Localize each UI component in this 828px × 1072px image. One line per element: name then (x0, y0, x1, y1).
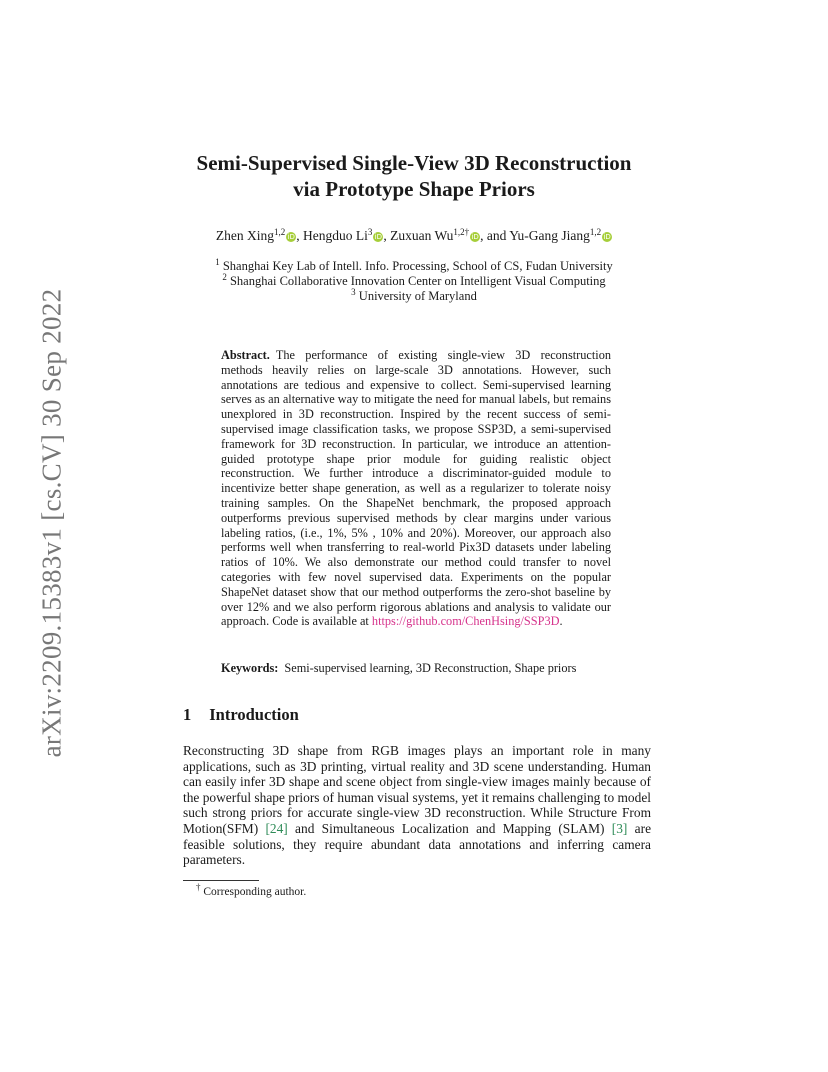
affiliation-mark: 3 (351, 287, 356, 297)
intro-text: are feasible solutions, they require abundant data annotations and inferring camera parameters. (183, 820, 652, 868)
author-affiliation-mark: 1,2 (589, 227, 602, 237)
abstract-end: . (559, 614, 563, 629)
section-number: 1 (183, 705, 192, 724)
orcid-icon[interactable]: iD (603, 233, 611, 241)
affiliation-text: Shanghai Key Lab of Intell. Info. Processing, School of CS, Fudan University (219, 259, 613, 273)
keywords-text: Semi-supervised learning, 3D Reconstruction, Shape priors (284, 661, 577, 675)
intro-text: Reconstructing 3D shape from RGB images plays an important role in many applications, such as 3D printing, virtual reality and 3D scene understanding. Human can easily infer 3D shape and scene object from single-view images mainly because of the powerful shape priors of human visual systems, yet it remains challenging to model such strong priors for accurate single-view 3D reconstruction. While Structure From Motion(SFM) (183, 743, 651, 836)
affiliation-list (0, 259, 828, 304)
keywords-label: Keywords: (221, 661, 279, 675)
arxiv-identifier: arXiv:2209.15383v1 [cs.CV] 30 Sep 2022 (36, 288, 67, 758)
author-name: Hengduo Li (302, 228, 368, 243)
author-separator: , and (480, 228, 510, 243)
author-name: Zuxuan Wu (390, 228, 454, 243)
intro-text: and Simultaneous Localization and Mapping (SLAM) (287, 820, 612, 836)
section-heading (183, 705, 299, 725)
orcid-icon[interactable]: iD (471, 233, 479, 241)
affiliation-mark: 2 (222, 272, 227, 282)
author-affiliation-mark: 1,2 (273, 227, 286, 237)
author-affiliation-mark: 3 (367, 227, 373, 237)
footnote-mark: † (196, 882, 201, 892)
footnote-divider (183, 880, 259, 881)
author-separator: , (383, 228, 391, 243)
footnote (196, 882, 307, 898)
section-title: Introduction (209, 705, 299, 724)
intro-paragraph (183, 743, 651, 868)
affiliation-line (0, 274, 828, 289)
abstract (221, 348, 611, 629)
author-name: Zhen Xing (215, 228, 274, 243)
keywords (221, 661, 621, 676)
affiliation-line (0, 289, 828, 304)
affiliation-line (0, 259, 828, 274)
orcid-icon[interactable]: iD (374, 233, 382, 241)
title-line-2: via Prototype Shape Priors (293, 177, 535, 201)
citation-link[interactable]: [3] (611, 820, 628, 836)
footnote-text: Corresponding author. (200, 886, 307, 898)
paper-title (0, 150, 828, 202)
title-line-1: Semi-Supervised Single-View 3D Reconstruction (196, 151, 632, 175)
code-link[interactable]: https://github.com/ChenHsing/SSP3D (371, 614, 560, 629)
author-name: Yu-Gang Jiang (509, 228, 590, 243)
affiliation-mark: 1 (215, 257, 220, 267)
author-separator: , (296, 228, 303, 243)
affiliation-text: Shanghai Collaborative Innovation Center on Intelligent Visual Computing (226, 274, 606, 288)
affiliation-text: University of Maryland (355, 289, 477, 303)
abstract-body: The performance of existing single-view 3D reconstruction methods heavily relies on large-scale 3D annotations. However, such annotations are tedious and expensive to collect. Semi-supervised learning serves as an alternative way to mitigate the need for manual labels, but remains unexplored in 3D reconstruction. Inspired by the recent success of semi-supervised image classification tasks, we propose SSP3D, a semi-supervised framework for 3D reconstruction. In particular, we introduce an attention-guided prototype shape prior module for guiding realistic object reconstruction. We further introduce a discriminator-guided module to incentivize better shape generation, as well as a regularizer to tolerate noisy training samples. On the ShapeNet benchmark, the proposed approach outperforms previous supervised methods by clear margins under various labeling ratios, (i.e., 1%, 5% , 10% and 20%). Moreover, our approach also performs well when transferring to real-world Pix3D datasets under labeling ratios of 10%. We also demonstrate our method could transfer to novel categories with few novel supervised data. Experiments on the popular ShapeNet dataset show that our method outperforms the zero-shot baseline by over 12% and we also perform rigorous ablations and analysis to validate our approach. Code is available at (221, 348, 611, 629)
orcid-icon[interactable]: iD (287, 233, 295, 241)
author-affiliation-mark: 1,2† (453, 227, 470, 237)
citation-link[interactable]: [24] (265, 820, 288, 836)
author-list (0, 228, 828, 244)
abstract-label: Abstract. (221, 348, 270, 362)
